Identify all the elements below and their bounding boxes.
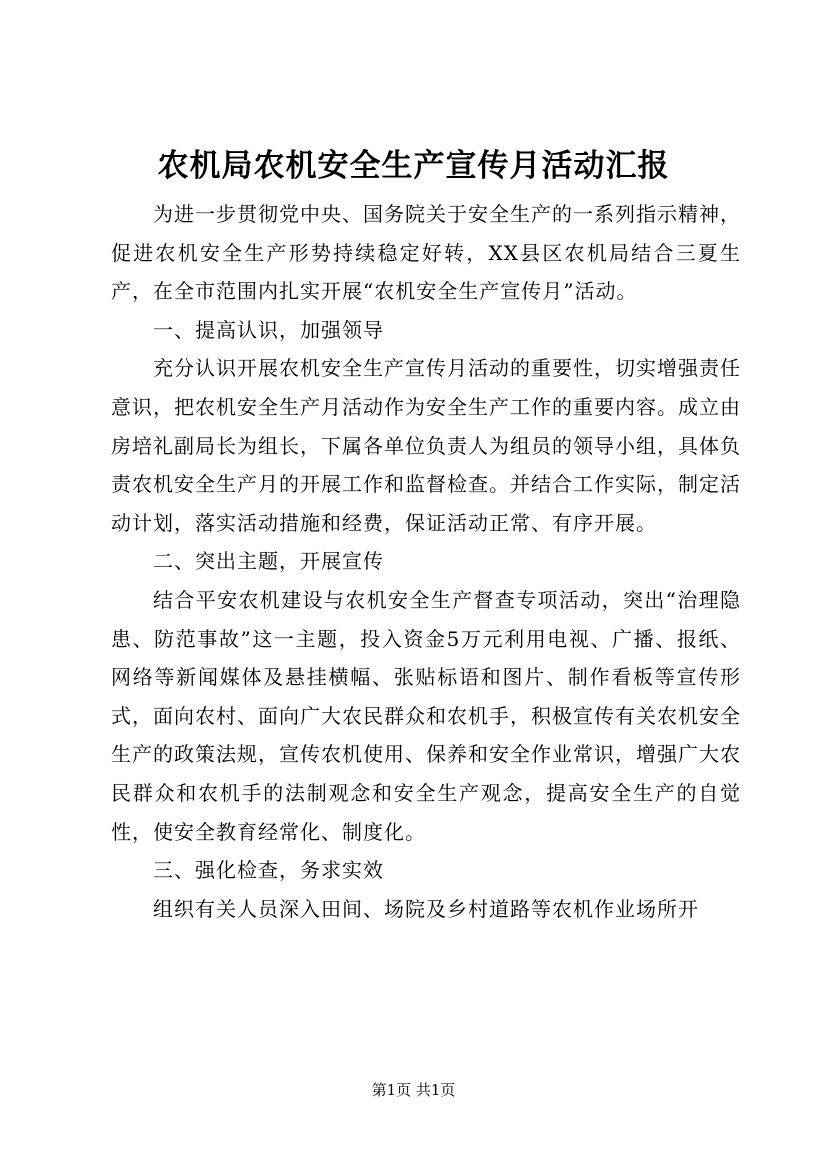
section-heading-2: 二、突出主题，开展宣传 (153, 549, 384, 574)
paragraph-section-2: 结合平安农机建设与农机安全生产督查专项活动，突出“治理隐患、防范事故”这一主题，投入资金5万元利用电视、广播、报纸、网络等新闻媒体及悬挂横幅、张贴标语和图片、制作看板等宣传形式，面向农村、面向广大农民群众和农机手，积极宣传有关农机安全生产的政策法规，宣传农机使用、保养和安全作业常识，增强广大农民群众和农机手的法制观念和安全生产观念，提高安全生产的自觉性，使安全教育经常化、制度化。 (111, 587, 741, 844)
paragraph-section-1: 充分认识开展农机安全生产宣传月活动的重要性，切实增强责任意识，把农机安全生产月活动作为安全生产工作的重要内容。成立由房培礼副局长为组长，下属各单位负责人为组员的领导小组，具体负责农机安全生产月的开展工作和监督检查。并结合工作实际，制定活动计划，落实活动措施和经费，保证活动正常、有序开展。 (111, 356, 741, 535)
document-body (111, 195, 741, 928)
section-heading-3: 三、强化检查，务求实效 (153, 858, 384, 883)
paragraph-section-3: 组织有关人员深入田间、场院及乡村道路等农机作业场所开 (153, 896, 699, 921)
paragraph-intro: 为进一步贯彻党中央、国务院关于安全生产的一系列指示精神，促进农机安全生产形势持续稳定好转，XX县区农机局结合三夏生产，在全市范围内扎实开展“农机安全生产宣传月”活动。 (111, 202, 741, 304)
document-title: 农机局农机安全生产宣传月活动汇报 (157, 148, 670, 184)
page-number-footer: 第1页 共1页 (371, 1081, 456, 1099)
section-heading-1: 一、提高认识，加强领导 (153, 317, 384, 342)
